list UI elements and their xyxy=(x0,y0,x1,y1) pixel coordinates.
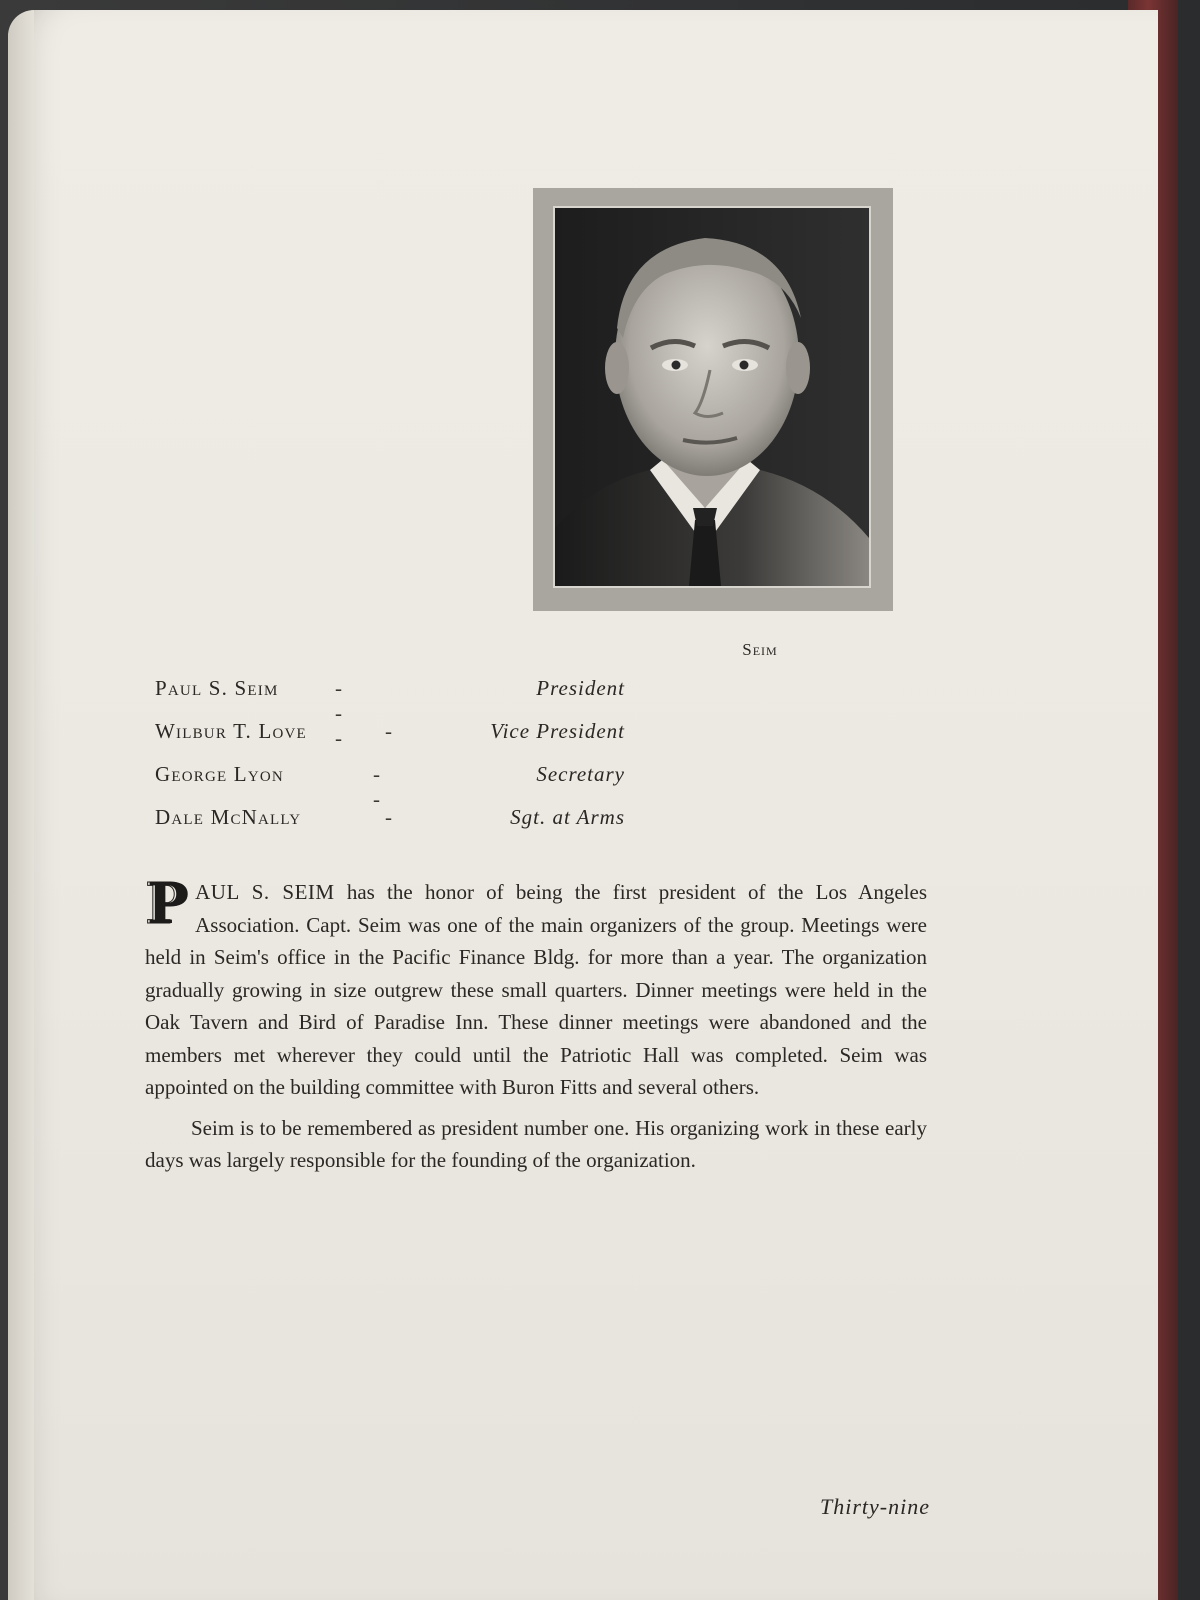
officer-dashes: - - xyxy=(373,762,420,811)
officer-list xyxy=(155,676,625,848)
portrait-frame xyxy=(533,188,893,611)
officer-name: George Lyon xyxy=(155,762,284,786)
officer-row xyxy=(155,719,625,762)
lead-in: AUL S. SEIM xyxy=(195,880,335,904)
drop-cap: P xyxy=(145,871,188,937)
officer-title: Secretary xyxy=(536,762,625,786)
portrait-caption: Seim xyxy=(742,640,778,659)
paragraph-1-text: has the honor of being the first president of the Los Angeles Association. Capt. Seim was one of the main organizers of the group. Meetings were held in Seim's office in the Pacific Finance Bldg. for more than a year. The organization gradually growing in size outgrew these small quarters. Dinner meetings were held in the Oak Tavern and Bird of Paradise Inn. These dinner meetings were abandoned and the members met wherever they could until the Patriotic Hall was completed. Seim was appointed on the building committee with Buron Fitts and several others. xyxy=(145,880,927,1099)
officer-dashes: - xyxy=(385,719,432,743)
officer-name: Wilbur T. Love xyxy=(155,719,307,743)
portrait-image xyxy=(555,208,869,586)
page-gutter xyxy=(8,10,34,1600)
officer-row xyxy=(155,762,625,811)
officer-dashes: - - - xyxy=(335,676,382,750)
officer-name: Dale McNally xyxy=(155,805,302,829)
officer-title: President xyxy=(536,676,625,700)
page-number: Thirty-nine xyxy=(820,1494,930,1519)
officer-title: Sgt. at Arms xyxy=(510,805,625,829)
officer-dashes: - xyxy=(385,805,432,829)
officer-title: Vice President xyxy=(490,719,625,743)
paragraph-1 xyxy=(145,871,927,1104)
paragraph-2: Seim is to be remembered as president number one. His organizing work in these early days was largely responsible for the founding of the organization. xyxy=(145,1115,927,1172)
article-body xyxy=(145,871,927,1177)
officer-name: Paul S. Seim xyxy=(155,676,279,700)
officer-row xyxy=(155,805,625,848)
portrait-photo xyxy=(553,206,871,588)
